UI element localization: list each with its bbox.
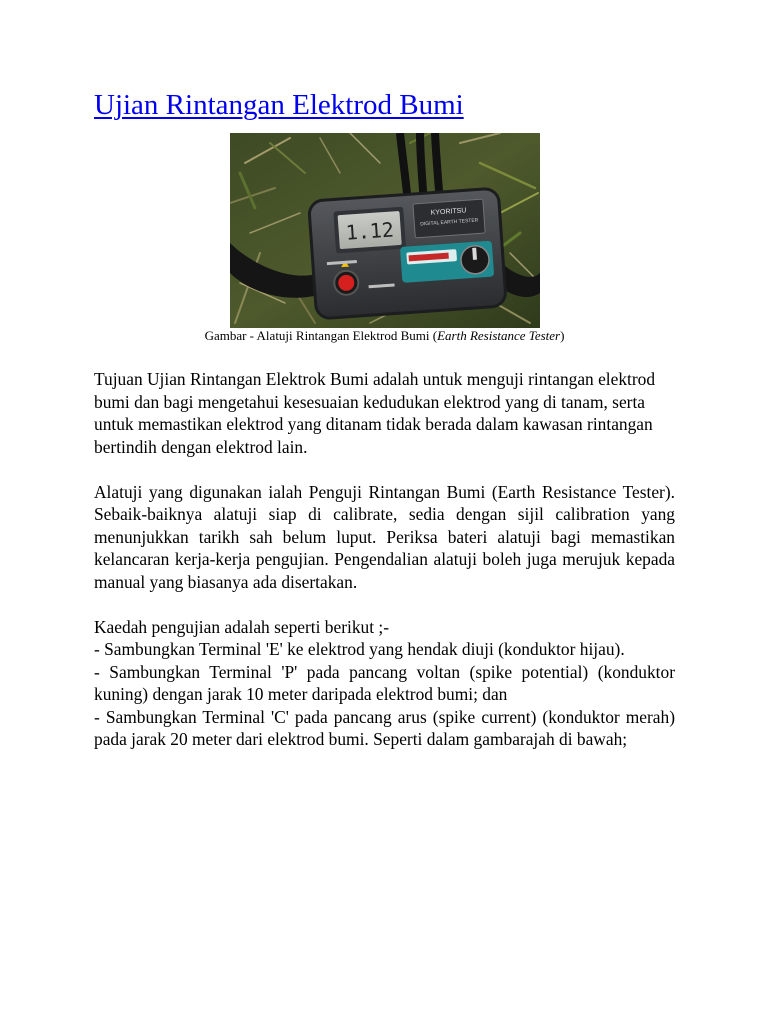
- earth-tester-device: [309, 188, 507, 319]
- paragraph-purpose: Tujuan Ujian Rintangan Elektrok Bumi adalah untuk menguji rintangan elektrod bumi dan bagi mengetahui kesesuaian kedudukan elektrod yang di tanam, serta untuk memastikan elektrod yang ditanam tidak berada dalam kawasan rintangan bertindih dengan elektrod lain.: [94, 369, 656, 457]
- paragraph-equipment: Alatuji yang digunakan ialah Penguji Rintangan Bumi (Earth Resistance Tester). Sebaik-baiknya alatuji siap di calibrate, sedia dengan sijil calibration yang menunjukkan tarikh sah belum luput. Periksa bateri alatuji bagi memastikan kelancaran kerja-kerja pengujian. Pengendalian alatuji boleh juga merujuk kepada manual yang biasanya ada disertakan.: [94, 481, 675, 592]
- method-intro: Kaedah pengujian adalah seperti berikut ;-: [94, 616, 390, 637]
- method-step-e: - Sambungkan Terminal 'E' ke elektrod yang hendak diuji (konduktor hijau).: [94, 639, 625, 659]
- method-step-p: - Sambungkan Terminal 'P' pada pancang voltan (spike potential) (konduktor kuning) dengan jarak 10 meter daripada elektrod bumi; dan: [94, 661, 675, 704]
- article-body: [94, 368, 675, 751]
- device-label: DIGITAL EARTH TESTER: [420, 217, 479, 228]
- figure-caption: Gambar - Alatuji Rintangan Elektrod Bumi (Earth Resistance Tester): [204, 328, 565, 343]
- earth-tester-photo: [230, 133, 540, 328]
- method-list: [94, 616, 675, 751]
- document-page: [94, 86, 675, 749]
- device-brand: KYORITSU: [430, 207, 467, 217]
- page-title[interactable]: Ujian Rintangan Elektrod Bumi: [94, 89, 464, 121]
- display-reading: 1.12: [344, 217, 395, 245]
- method-step-c: - Sambungkan Terminal 'C' pada pancang arus (spike current) (konduktor merah) pada jarak 20 meter dari elektrod bumi. Seperti dalam gambarajah di bawah;: [94, 706, 675, 749]
